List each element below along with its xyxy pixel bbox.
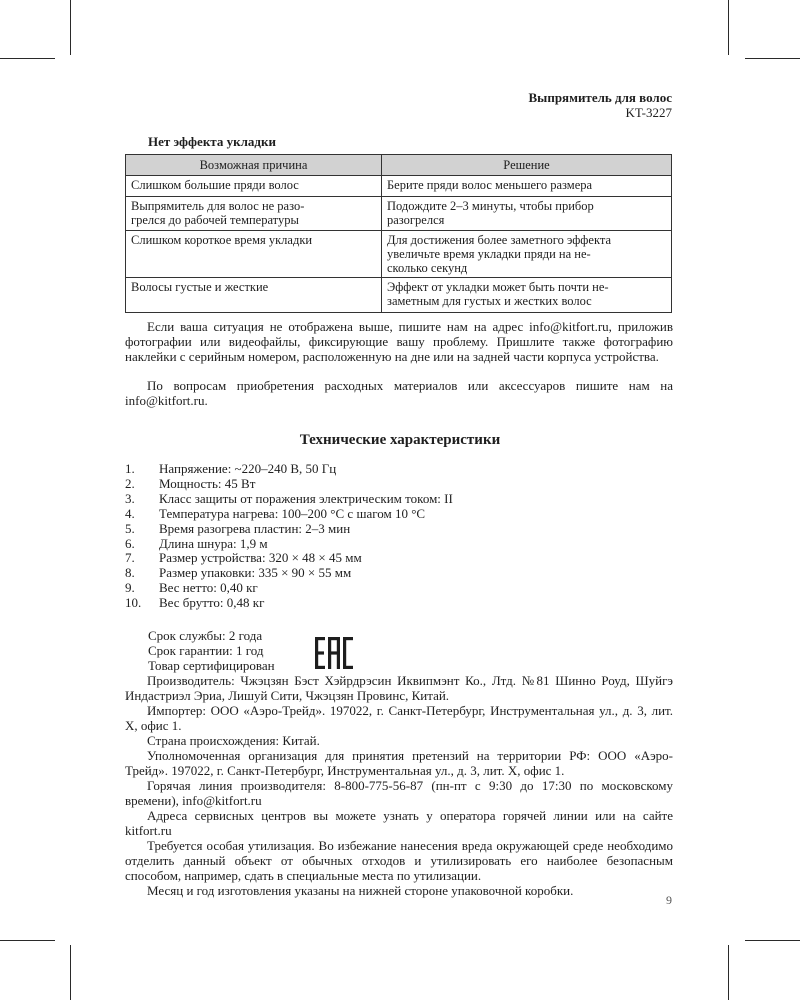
item-text: Напряжение: ~220–240 В, 50 Гц <box>159 461 337 476</box>
list-item <box>125 507 453 522</box>
cause-cell: Волосы густые и жесткие <box>126 278 382 313</box>
tech-specs-title: Технические характеристики <box>299 432 501 448</box>
item-text: Мощность: 45 Вт <box>159 475 256 491</box>
crop-mark <box>745 940 800 941</box>
item-text: Вес нетто: 0,40 кг <box>159 580 258 596</box>
column-header-solution: Решение <box>382 155 672 176</box>
table-header-row <box>126 155 672 176</box>
table-row <box>126 197 672 231</box>
cause-cell: Выпрямитель для волос не разо- грелся до рабочей температуры <box>126 197 382 231</box>
table-row <box>126 278 672 313</box>
hotline-paragraph: Горячая линия производителя: 8-800-775-56-87 (пн-пт с 9:30 до 17:30 по московскому времени), info@kitfort.ru <box>125 778 673 808</box>
column-header-cause: Возможная причина <box>126 155 382 176</box>
page-header <box>529 90 672 120</box>
tech-specs-list <box>125 462 453 611</box>
table-row <box>126 176 672 197</box>
list-item <box>125 522 453 537</box>
cause-cell: Слишком короткое время укладки <box>126 231 382 278</box>
certification-note: Товар сертифицирован <box>148 658 275 673</box>
list-item <box>125 492 453 507</box>
item-number: 1. <box>125 461 135 476</box>
crop-mark <box>728 0 729 55</box>
accessories-paragraph: По вопросам приобретения расходных материалов или аксессуаров пишите нам на info@kitfort.ru. <box>125 378 673 408</box>
item-number: 4. <box>125 505 135 521</box>
section-title: Нет эффекта укладки <box>148 134 276 149</box>
item-number: 7. <box>125 550 135 566</box>
list-item <box>125 581 453 596</box>
authorized-org-paragraph: Уполномоченная организация для принятия претензий на территории РФ: ООО «Аэро-Трейд». 197022, г. Санкт-Петербург, Инструментальная ул., д. 3, лит. Х, офис 1. <box>125 748 673 778</box>
importer-paragraph: Импортер: ООО «Аэро-Трейд». 197022, г. Санкт-Петербург, Инструментальная ул., д. 3, лит. Х, офис 1. <box>125 703 673 733</box>
list-item <box>125 551 453 566</box>
product-model: KT-3227 <box>625 105 672 120</box>
crop-mark <box>70 945 71 1000</box>
item-number: 5. <box>125 520 135 536</box>
item-text: Размер упаковки: 335 × 90 × 55 мм <box>159 565 352 581</box>
solution-cell: Берите пряди волос меньшего размера <box>382 176 672 197</box>
item-text: Длина шнура: 1,9 м <box>159 535 268 551</box>
list-item <box>125 537 453 552</box>
page-number: 9 <box>666 893 672 907</box>
solution-cell: Подождите 2–3 минуты, чтобы прибор разогрелся <box>382 197 672 231</box>
manufacture-date-paragraph: Месяц и год изготовления указаны на нижней стороне упаковочной коробки. <box>147 883 574 898</box>
product-title: Выпрямитель для волос <box>528 90 672 105</box>
table-row <box>126 231 672 278</box>
cause-cell: Слишком большие пряди волос <box>126 176 382 197</box>
disposal-paragraph: Требуется особая утилизация. Во избежание нанесения вреда окружающей среде необходимо отделить данный объект от обычных отходов и утилизировать его наиболее безопасным способом, например, сдать в специальные места по утилизации. <box>125 838 673 883</box>
item-number: 10. <box>125 595 142 611</box>
crop-mark <box>0 58 55 59</box>
manufacturer-info <box>125 673 673 898</box>
solution-cell: Эффект от укладки может быть почти не- заметным для густых и жестких волос <box>382 278 672 313</box>
crop-mark <box>0 940 55 941</box>
crop-mark <box>728 945 729 1000</box>
item-number: 8. <box>125 565 135 581</box>
list-item <box>125 566 453 581</box>
item-text: Время разогрева пластин: 2–3 мин <box>159 520 351 536</box>
service-centers-paragraph: Адреса сервисных центров вы можете узнать у оператора горячей линии или на сайте kitfort.ru <box>125 808 673 838</box>
item-text: Вес брутто: 0,48 кг <box>159 595 265 611</box>
item-text: Класс защиты от поражения электрическим током: II <box>159 490 453 506</box>
contact-paragraph: Если ваша ситуация не отображена выше, пишите нам на адрес info@kitfort.ru, приложив фотографии или видеофайлы, фиксирующие вашу проблему. Пришлите также фотографию наклейки с серийным номером, расположенную на дне или на задней части корпуса устройства. <box>125 319 673 364</box>
service-info <box>148 628 275 673</box>
country-paragraph: Страна происхождения: Китай. <box>147 733 320 748</box>
list-item <box>125 462 453 477</box>
warranty-period: Срок гарантии: 1 год <box>148 643 264 658</box>
item-number: 6. <box>125 535 135 551</box>
item-text: Температура нагрева: 100–200 °С с шагом 10 °С <box>159 505 426 521</box>
manufacturer-paragraph: Производитель: Чжэцзян Бэст Хэйрдрэсин Иквипмэнт Ко., Лтд. №81 Шинно Роуд, Шуйгэ Индастриэл Эриа, Лишуй Сити, Чжэцзян Провинс, Китай. <box>125 673 673 703</box>
item-number: 9. <box>125 580 135 596</box>
item-text: Размер устройства: 320 × 48 × 45 мм <box>159 550 362 566</box>
eac-logo-icon <box>314 636 354 670</box>
list-item <box>125 596 453 611</box>
item-number: 3. <box>125 490 135 506</box>
list-item <box>125 477 453 492</box>
service-life: Срок службы: 2 года <box>148 628 263 643</box>
troubleshooting-table <box>125 154 672 313</box>
crop-mark <box>70 0 71 55</box>
item-number: 2. <box>125 475 135 491</box>
solution-cell: Для достижения более заметного эффекта увеличьте время укладки пряди на не- сколько секунд <box>382 231 672 278</box>
crop-mark <box>745 58 800 59</box>
